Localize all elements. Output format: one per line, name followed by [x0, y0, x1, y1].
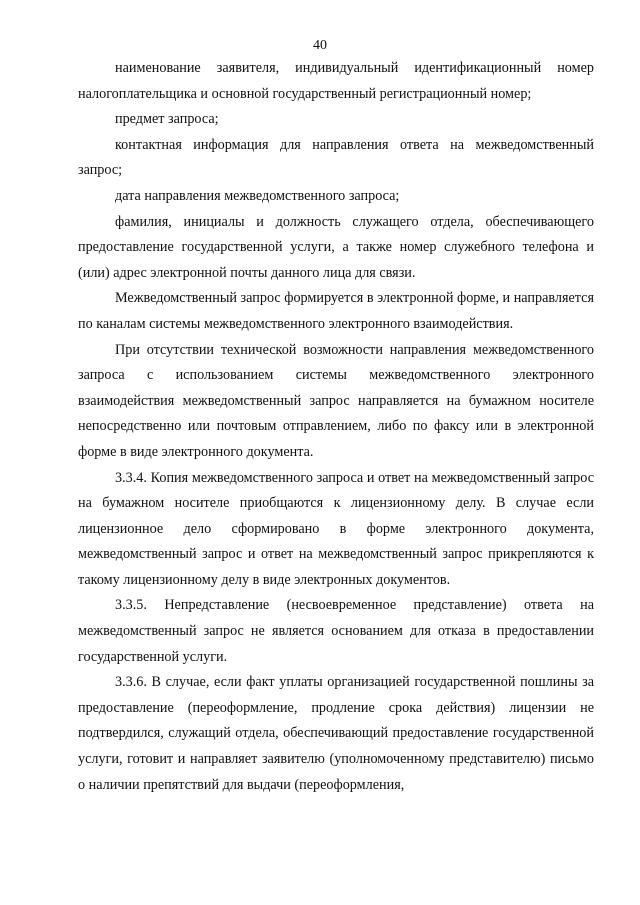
paragraph-3-3-4: 3.3.4. Копия межведомственного запроса и ответ на межведомственный запрос на бумажном носителе приобщаются к лицензионному делу. В случае если лицензионное дело сформировано в форме электронного документа, межведомственный запрос и ответ на межведомственный запрос прикрепляются к такому лицензионному делу в виде электронных документов. [78, 469, 594, 588]
paragraph-request-date: дата направления межведомственного запроса; [115, 187, 400, 204]
paragraph-request-subject: предмет запроса; [115, 111, 219, 128]
paragraph-paper-alternative: При отсутствии технической возможности направления межведомственного запроса с использованием системы межведомственного электронного взаимодействия межведомственный запрос направляется на бумажном носителе непосредственно или почтовым отправлением, либо по факсу или в электронной форме в виде электронного документа. [78, 341, 594, 460]
paragraph-electronic-form: Межведомственный запрос формируется в электронной форме, и направляется по каналам системы межведомственного электронного взаимодействия. [78, 290, 594, 332]
document-body [78, 56, 594, 798]
paragraph-applicant-name: наименование заявителя, индивидуальный идентификационный номер налогоплательщика и основной государственный регистрационный номер; [78, 60, 594, 102]
paragraph-3-3-5: 3.3.5. Непредставление (несвоевременное представление) ответа на межведомственный запрос не является основанием для отказа в предоставлении государственной услуги. [78, 597, 594, 665]
page-number: 40 [313, 38, 327, 53]
paragraph-3-3-6: 3.3.6. В случае, если факт уплаты организацией государственной пошлины за предоставление (переоформление, продление срока действия) лицензии не подтвердился, служащий отдела, обеспечивающий предоставление государственной услуги, готовит и направляет заявителю (уполномоченному представителю) письмо о наличии препятствий для выдачи (переоформления, [78, 674, 594, 793]
paragraph-contact-info: контактная информация для направления ответа на межведомственный запрос; [78, 136, 594, 179]
paragraph-officer-details: фамилия, инициалы и должность служащего отдела, обеспечивающего предоставление государственной услуги, а также номер служебного телефона и (или) адрес электронной почты данного лица для связи. [78, 213, 594, 281]
